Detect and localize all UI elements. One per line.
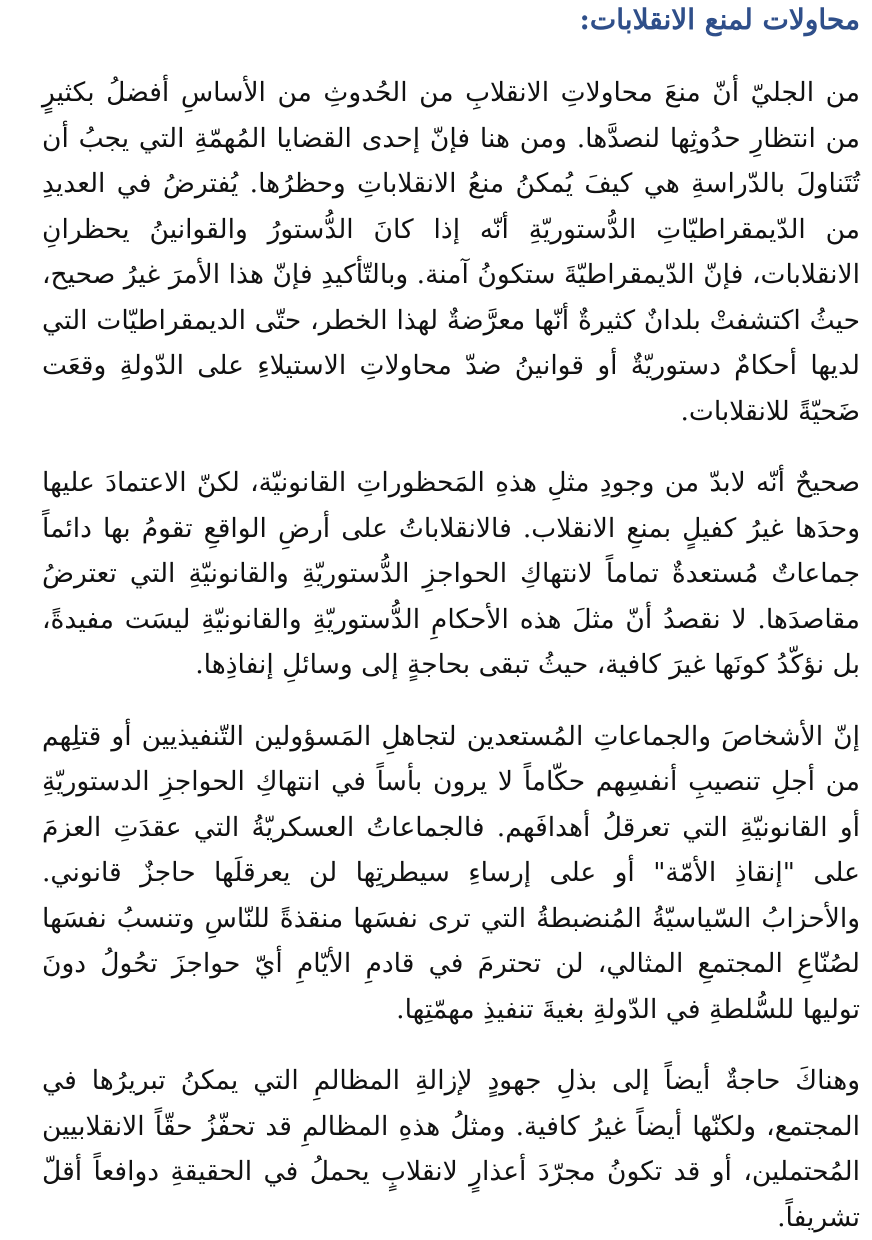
paragraph-4: وهناكَ حاجةٌ أيضاً إلى بذلِ جهودٍ لإزالةِ المظالمِ التي يمكنُ تبريرُها في المجتمع، ولكنّها أيضاً غيرُ كافية. ومثلُ هذهِ المظالمِ قد تحفّزُ حقّاً الانقلابيين المُحتملين، أو قد تكونُ مجرّدَ أعذارٍ لانقلابٍ يحملُ في الحقيقةِ دوافعاً أقلّ تشريفاً.: [42, 1065, 860, 1233]
section-heading: محاولات لمنع الانقلابات:: [579, 3, 860, 36]
paragraph-3: إنّ الأشخاصَ والجماعاتِ المُستعدين لتجاهلِ المَسؤولين التّنفيذيين أو قتلِهم من أجلِ تنصيبِ أنفسِهم حكّاماً لا يرون بأساً في انتهاكِ الحواجزِ الدستوريّةِ أو القانونيّةِ التي تعرقلُ أهدافَهم. فالجماعاتُ العسكريّةُ التي عقدَتِ العزمَ على "إنقاذِ الأمّة" أو على إرساءِ سيطرتِها لن يعرقلَها حاجزٌ قانوني. والأحزابُ السّياسيّةُ المُنضبطةُ التي ترى نفسَها منقذةً للنّاسِ وتنسبُ نفسَها لصُنّاعِ المجتمعِ المثالي، لن تحترمَ في قادمِ الأيّامِ أيّ حواجزَ تحُولُ دونَ توليها للسُّلطةِ في الدّولةِ بغيةَ تنفيذِ مهمّتِها.: [42, 720, 860, 1025]
body-text: [42, 70, 860, 1240]
paragraph-2: صحيحٌ أنّه لابدّ من وجودِ مثلِ هذهِ المَحظوراتِ القانونيّة، لكنّ الاعتمادَ عليها وحدَها غيرُ كفيلٍ بمنعِ الانقلاب. فالانقلاباتُ على أرضِ الواقعِ تقومُ بها دائماً جماعاتٌ مُستعدةٌ تماماً لانتهاكِ الحواجزِ الدُّستوريّةِ والقانونيّةِ التي تعترضُ مقاصدَها. لا نقصدُ أنّ مثلَ هذه الأحكامِ الدُّستوريّةِ والقانونيّةِ ليسَت مفيدةً، بل نؤكّدُ كونَها غيرَ كافية، حيثُ تبقى بحاجةٍ إلى وسائلِ إنفاذِها.: [42, 467, 860, 680]
paragraph-1: من الجليّ أنّ منعَ محاولاتِ الانقلابِ من الحُدوثِ من الأساسِ أفضلُ بكثيرٍ من انتظارِ حدُوثِها لنصدَّها. ومن هنا فإنّ إحدى القضايا المُهمّةِ التي يجبُ أن تُتَناولَ بالدّراسةِ هي كيفَ يُمكنُ منعُ الانقلاباتِ وحظرُها. يُفترضُ في العديدِ من الدّيمقراطيّاتِ الدُّستوريّةِ أنّه إذا كانَ الدُّستورُ والقوانينُ يحظرانِ الانقلابات، فإنّ الدّيمقراطيّةَ ستكونُ آمنة. وبالتّأكيدِ فإنّ هذا الأمرَ غيرُ صحيح، حيثُ اكتشفتْ بلدانٌ كثيرةٌ أنّها معرَّضةٌ لهذا الخطر، حتّى الديمقراطيّات التي لديها أحكامٌ دستوريّةٌ أو قوانينُ ضدّ محاولاتِ الاستيلاءِ على الدّولةِ وقعَت ضَحيّةً للانقلابات.: [42, 77, 860, 427]
